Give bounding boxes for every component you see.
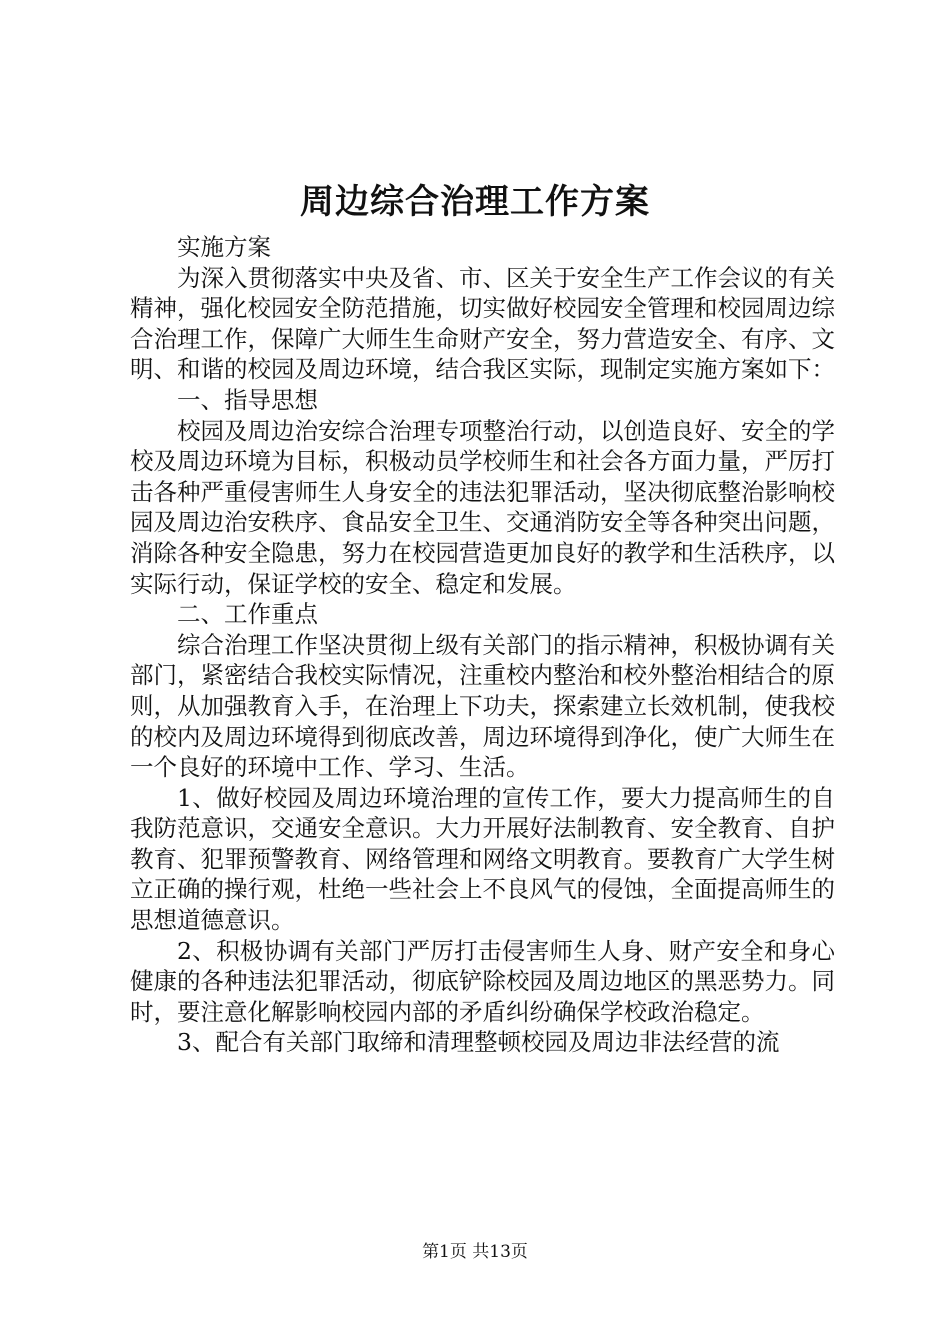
- document-title: 周边综合治理工作方案: [300, 182, 650, 222]
- paragraph-work-focus: 综合治理工作坚决贯彻上级有关部门的指示精神，积极协调有关部门，紧密结合我校实际情况，注重校内整治和校外整治相结合的原则，从加强教育入手，在治理上下功夫，探索建立长效机制，使我校的校内及周边环境得到彻底改善，周边环境得到净化，使广大师生在一个良好的环境中工作、学习、生活。: [130, 630, 835, 782]
- paragraph-item-2: 2、积极协调有关部门严厉打击侵害师生人身、财产安全和身心健康的各种违法犯罪活动，彻底铲除校园及周边地区的黑恶势力。同时，要注意化解影响校园内部的矛盾纠纷确保学校政治稳定。: [130, 936, 835, 1026]
- paragraph-item-1: 1、做好校园及周边环境治理的宣传工作，要大力提高师生的自我防范意识，交通安全意识。大力开展好法制教育、安全教育、自护教育、犯罪预警教育、网络管理和网络文明教育。要教育广大学生树立正确的操行观，杜绝一些社会上不良风气的侵蚀，全面提高师生的思想道德意识。: [130, 783, 835, 935]
- paragraph-heading-plan: 实施方案: [177, 233, 271, 261]
- section-heading-work-focus: 二、工作重点: [177, 600, 318, 629]
- section-heading-guiding-idea: 一、指导思想: [177, 385, 318, 414]
- document-body: [130, 232, 835, 1058]
- paragraph-intro: 为深入贯彻落实中央及省、市、区关于安全生产工作会议的有关精神，强化校园安全防范措施，切实做好校园安全管理和校园周边综合治理工作，保障广大师生生命财产安全，努力营造安全、有序、文明、和谐的校园及周边环境，结合我区实际，现制定实施方案如下：: [130, 263, 835, 384]
- paragraph-item-3: 3、配合有关部门取缔和清理整顿校园及周边非法经营的流: [177, 1028, 780, 1057]
- paragraph-guiding-idea: 校园及周边治安综合治理专项整治行动，以创造良好、安全的学校及周边环境为目标，积极动员学校师生和社会各方面力量，严厉打击各种严重侵害师生人身安全的违法犯罪活动，坚决彻底整治影响校园及周边治安秩序、食品安全卫生、交通消防安全等各种突出问题，消除各种安全隐患，努力在校园营造更加良好的教学和生活秩序，以实际行动，保证学校的安全、稳定和发展。: [130, 416, 835, 598]
- page-footer: 第1页 共13页: [422, 1242, 528, 1262]
